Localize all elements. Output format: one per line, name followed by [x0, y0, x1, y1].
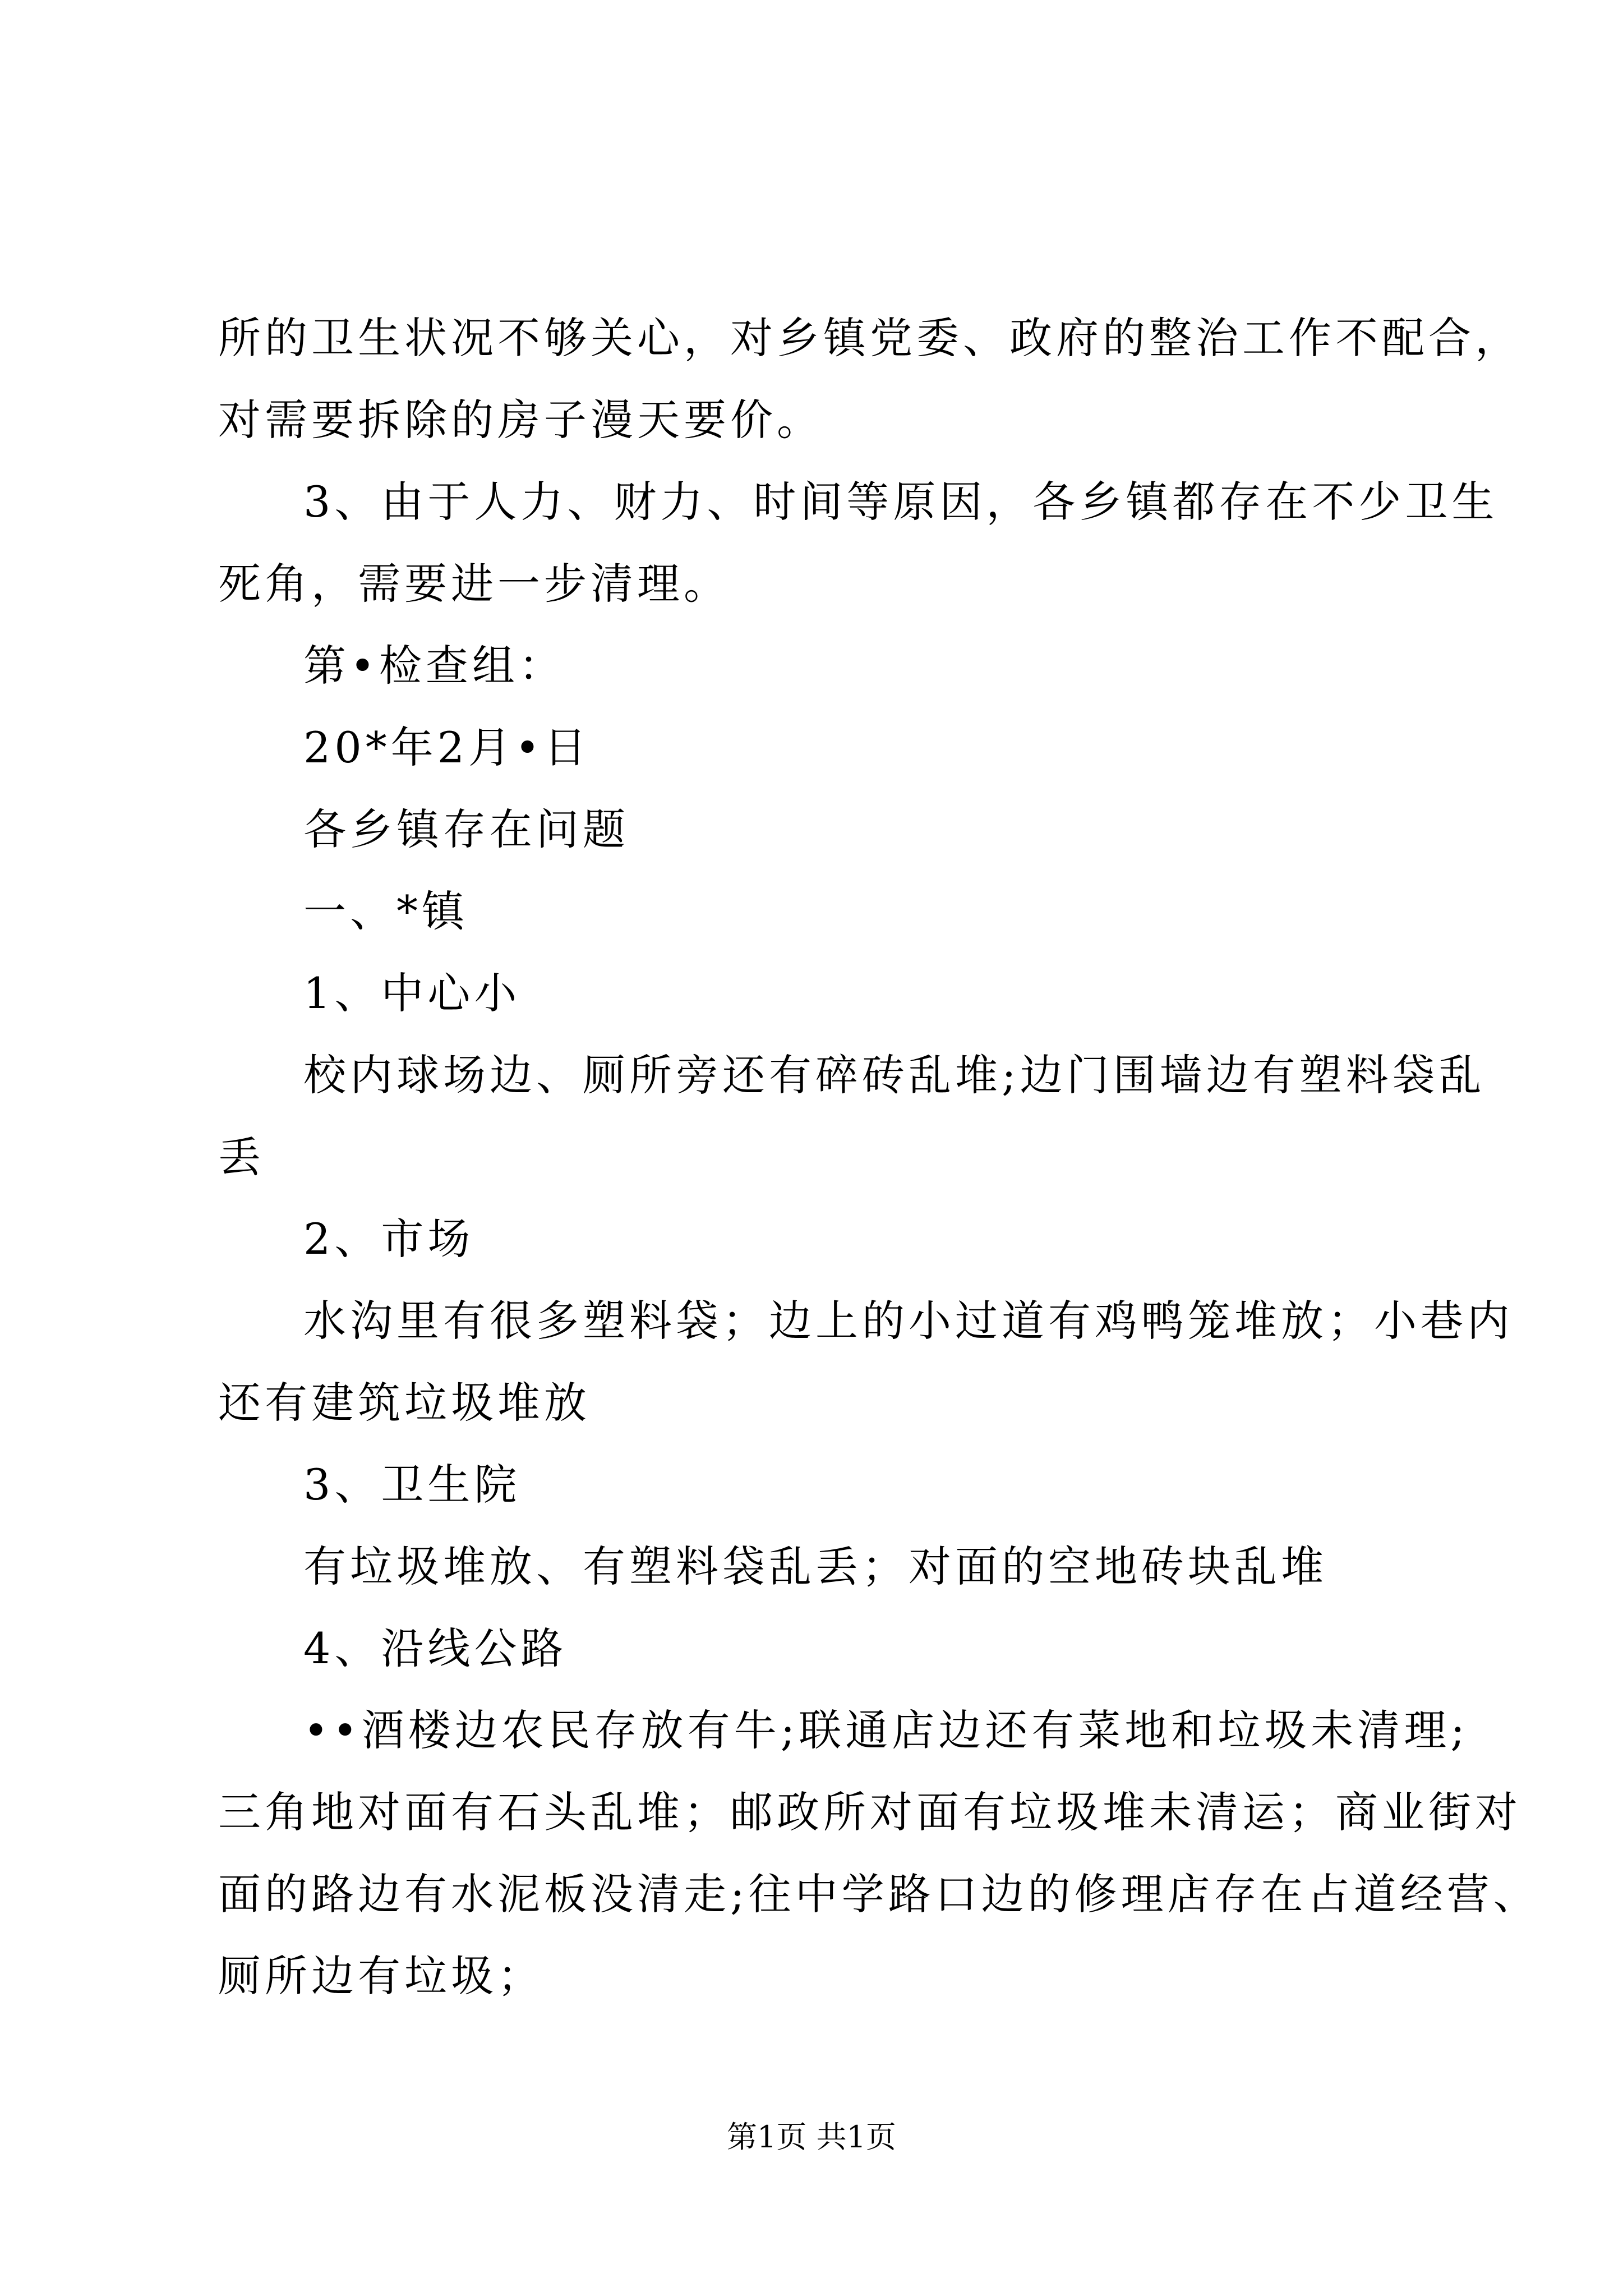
body-line: 有垃圾堆放、有塑料袋乱丢；对面的空地砖块乱堆: [303, 1542, 1327, 1591]
inspection-group-line: 第•检查组：: [303, 641, 565, 691]
body-line: 所的卫生状况不够关心，对乡镇党委、政府的整治工作不配合，: [218, 313, 1521, 363]
document-body: [218, 297, 1540, 2017]
body-line: 死角，需要进一步清理。: [218, 559, 730, 609]
body-line: 丢: [218, 1132, 265, 1182]
section-heading: 各乡镇存在问题: [303, 804, 629, 854]
body-line: 对需要拆除的房子漫天要价。: [218, 395, 823, 445]
body-line: 3、由于人力、财力、时间等原因，各乡镇都存在不少卫生: [303, 477, 1498, 527]
body-line: ••酒楼边农民存放有牛;联通店边还有菜地和垃圾未清理;: [303, 1705, 1469, 1755]
item-heading: 3、卫生院: [303, 1460, 521, 1510]
body-line: 面的路边有水泥板没清走;往中学路口边的修理店存在占道经营、: [218, 1869, 1540, 1919]
body-line: 三角地对面有石头乱堆；邮政所对面有垃圾堆未清运；商业街对: [218, 1787, 1521, 1837]
body-line: 厕所边有垃圾；: [218, 1951, 544, 2001]
item-heading: 2、市场: [303, 1214, 474, 1264]
page-number-label: 第1页 共1页: [727, 2119, 896, 2155]
item-heading: 1、中心小: [303, 968, 521, 1018]
item-heading: 4、沿线公路: [303, 1623, 568, 1673]
page-footer: [0, 2115, 1623, 2160]
body-line: 水沟里有很多塑料袋；边上的小过道有鸡鸭笼堆放；小巷内: [303, 1296, 1514, 1346]
town-heading: 一、*镇: [303, 886, 468, 936]
body-line: 还有建筑垃圾堆放: [218, 1378, 591, 1428]
date-line: 20*年2月•日: [303, 723, 591, 772]
body-line: 校内球场边、厕所旁还有碎砖乱堆;边门围墙边有塑料袋乱: [303, 1050, 1486, 1100]
